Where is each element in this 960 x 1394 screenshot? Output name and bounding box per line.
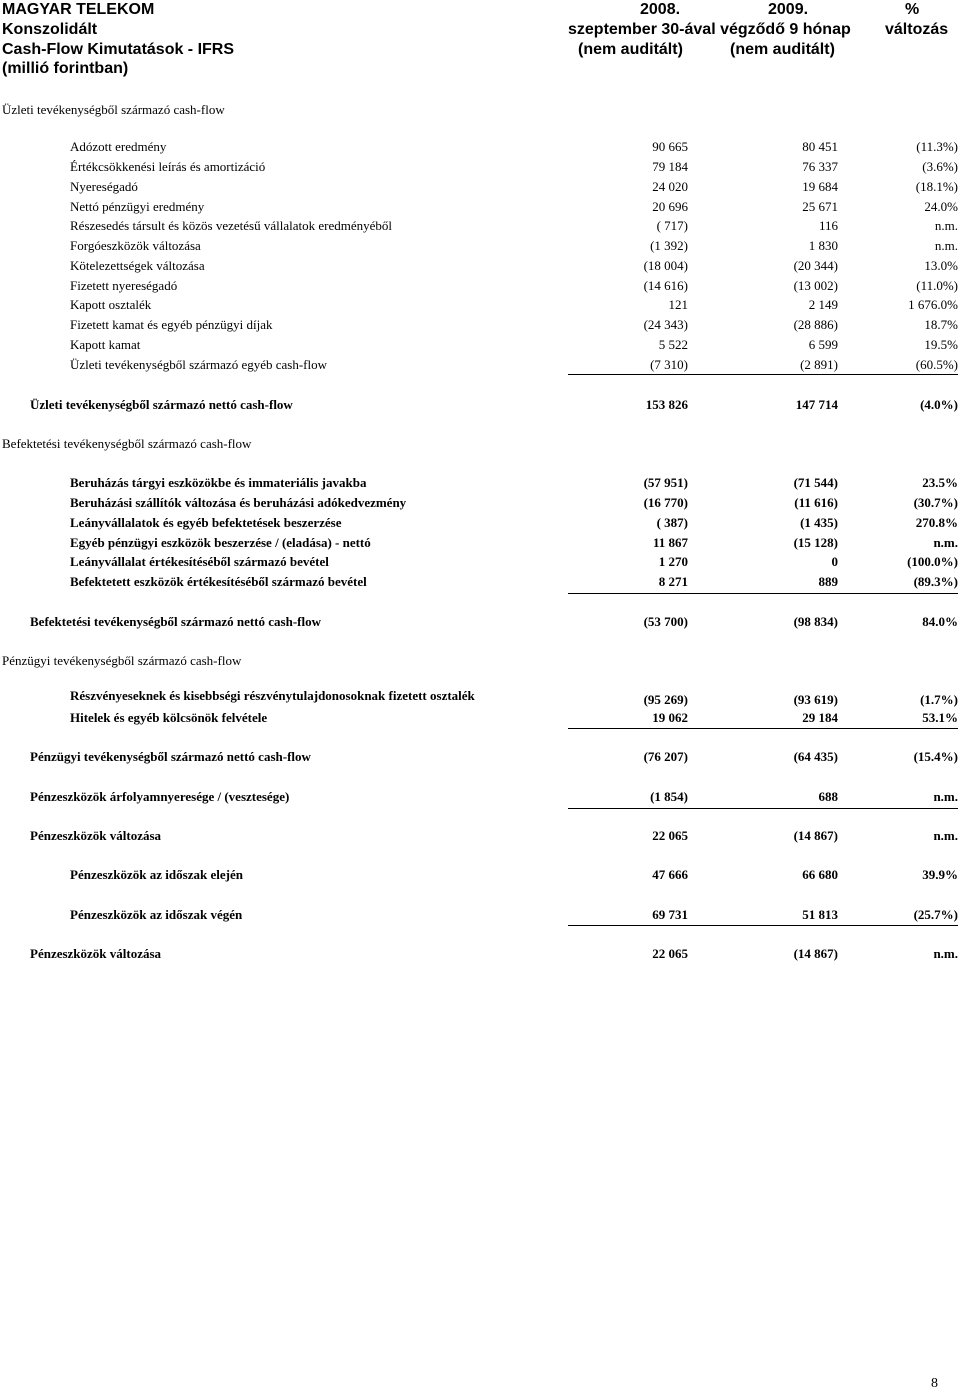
table-row: [0, 178, 960, 196]
row-label: Üzleti tevékenységből származó nettó cash-flow: [30, 397, 293, 412]
table-row: [0, 866, 960, 884]
value-2009: 76 337: [802, 159, 838, 174]
table-row: [0, 709, 960, 727]
section-investing: Befektetési tevékenységből származó cash-flow: [2, 436, 252, 451]
year-2008-header: 2008.: [640, 1, 681, 18]
value-2009: 0: [831, 554, 838, 569]
company-name: MAGYAR TELEKOM: [2, 1, 155, 18]
value-2009: 29 184: [802, 710, 838, 725]
value-2008: (18 004): [643, 258, 688, 273]
table-row: [0, 257, 960, 275]
value-2009: 25 671: [802, 199, 838, 214]
change-value: 1 676.0%: [908, 297, 958, 312]
value-2008: 90 665: [652, 139, 688, 154]
row-label: Beruházási szállítók változása és beruházási adókedvezmény: [70, 495, 407, 510]
statement-type: Konszolidált: [2, 21, 98, 38]
change-value: (60.5%): [915, 357, 958, 372]
percent-header: %: [905, 1, 920, 18]
value-2008: (24 343): [643, 317, 688, 332]
value-2008: 79 184: [652, 159, 688, 174]
value-2008: (1 392): [650, 238, 688, 253]
change-value: (100.0%): [907, 554, 958, 569]
table-row: [0, 573, 960, 591]
value-2009: 688: [818, 789, 838, 804]
change-header: változás: [885, 21, 949, 38]
row-label: Pénzügyi tevékenységből származó nettó cash-flow: [30, 749, 311, 764]
change-value: n.m.: [934, 218, 958, 233]
value-2008: ( 717): [656, 218, 688, 233]
value-2009: (15 128): [793, 535, 838, 550]
subtotal-underline: [568, 593, 958, 594]
value-2009: 80 451: [802, 139, 838, 154]
change-value: (30.7%): [913, 495, 958, 510]
audit-2009-header: (nem auditált): [730, 41, 835, 58]
row-label: Leányvállalat értékesítéséből származó bevétel: [70, 554, 329, 569]
change-value: 23.5%: [922, 475, 958, 490]
value-2008: ( 387): [656, 515, 688, 530]
value-2009: (93 619): [793, 692, 838, 707]
value-2009: 6 599: [808, 337, 838, 352]
value-2009: (64 435): [793, 749, 838, 764]
subtotal-underline: [568, 374, 958, 375]
value-2008: 20 696: [652, 199, 688, 214]
row-label: Pénzeszközök változása: [30, 828, 162, 843]
value-2008: (53 700): [643, 614, 688, 629]
row-label: Hitelek és egyéb kölcsönök felvétele: [70, 710, 268, 725]
change-value: (25.7%): [913, 907, 958, 922]
row-label: Kapott kamat: [70, 337, 141, 352]
change-value: (11.0%): [916, 278, 958, 293]
value-2009: 116: [818, 218, 838, 233]
table-row: [0, 553, 960, 571]
value-2008: 22 065: [652, 828, 688, 843]
change-value: n.m.: [933, 789, 958, 804]
row-label: Pénzeszközök az időszak végén: [70, 907, 243, 922]
change-value: 13.0%: [924, 258, 958, 273]
row-label: Befektetési tevékenységből származó nettó cash-flow: [30, 614, 321, 629]
subtotal-underline: [568, 925, 958, 926]
value-2009: 19 684: [802, 179, 838, 194]
row-label: Fizetett nyereségadó: [70, 278, 178, 293]
table-row: [0, 688, 960, 709]
value-2008: 69 731: [652, 907, 688, 922]
year-2009-header: 2009.: [768, 1, 809, 18]
table-row: [0, 906, 960, 924]
value-2009: 51 813: [802, 907, 838, 922]
value-2009: 147 714: [795, 397, 838, 412]
table-row: [0, 827, 960, 845]
value-2008: 153 826: [645, 397, 688, 412]
table-row: [0, 158, 960, 176]
change-value: 53.1%: [922, 710, 958, 725]
row-label: Üzleti tevékenységből származó egyéb cash-flow: [70, 357, 328, 372]
table-row: [0, 534, 960, 552]
page-number: 8: [931, 1376, 938, 1391]
row-label: Befektetett eszközök értékesítéséből származó bevétel: [70, 574, 367, 589]
row-label: Pénzeszközök az időszak elején: [70, 867, 243, 882]
value-2009: (71 544): [793, 475, 838, 490]
section-operating: Üzleti tevékenységből származó cash-flow: [2, 102, 225, 117]
change-value: 18.7%: [924, 317, 958, 332]
value-2009: (1 435): [800, 515, 838, 530]
value-2009: (14 867): [793, 946, 838, 961]
change-value: n.m.: [933, 828, 958, 843]
table-row: [0, 296, 960, 314]
value-2008: 24 020: [652, 179, 688, 194]
subtotal-underline: [568, 808, 958, 809]
value-2009: 2 149: [808, 297, 838, 312]
value-2008: 11 867: [652, 535, 688, 550]
row-label: Értékcsökkenési leírás és amortizáció: [70, 159, 266, 174]
table-row: [0, 138, 960, 156]
value-2009: (11 616): [794, 495, 838, 510]
value-2008: 121: [668, 297, 688, 312]
table-row: [0, 945, 960, 963]
table-row: [0, 613, 960, 631]
value-2009: 66 680: [802, 867, 838, 882]
unit-label: (millió forintban): [2, 60, 129, 77]
row-label: Leányvállalatok és egyéb befektetések beszerzése: [70, 515, 342, 530]
value-2008: 5 522: [658, 337, 688, 352]
value-2008: 1 270: [658, 554, 688, 569]
row-label: Adózott eredmény: [70, 139, 167, 154]
table-row: [0, 514, 960, 532]
period-header: szeptember 30-ával végződő 9 hónap: [568, 21, 851, 38]
row-label: Részvényeseknek és kisebbségi részvénytulajdonosoknak fizetett osztalék: [70, 688, 475, 703]
row-label: Pénzeszközök árfolyamnyeresége / (vesztesége): [30, 789, 290, 804]
change-value: (4.0%): [920, 397, 958, 412]
row-label: Fizetett kamat és egyéb pénzügyi díjak: [70, 317, 273, 332]
change-value: 84.0%: [922, 614, 958, 629]
change-value: (15.4%): [913, 749, 958, 764]
row-label: Kapott osztalék: [70, 297, 152, 312]
value-2008: 19 062: [652, 710, 688, 725]
section-financing: Pénzügyi tevékenységből származó cash-flow: [2, 653, 242, 668]
change-value: (3.6%): [922, 159, 958, 174]
change-value: (1.7%): [920, 692, 958, 707]
table-row: [0, 748, 960, 766]
audit-2008-header: (nem auditált): [578, 41, 683, 58]
row-label: Nettó pénzügyi eredmény: [70, 199, 205, 214]
change-value: 39.9%: [922, 867, 958, 882]
value-2008: (57 951): [643, 475, 688, 490]
subtotal-underline: [568, 728, 958, 729]
row-label: Beruházás tárgyi eszközökbe és immateriális javakba: [70, 475, 367, 490]
report-title: Cash-Flow Kimutatások - IFRS: [2, 41, 235, 58]
table-row: [0, 336, 960, 354]
value-2009: (14 867): [793, 828, 838, 843]
table-row: [0, 474, 960, 492]
value-2008: (1 854): [650, 789, 688, 804]
value-2009: (98 834): [793, 614, 838, 629]
row-label: Nyereségadó: [70, 179, 138, 194]
change-value: (11.3%): [916, 139, 958, 154]
change-value: n.m.: [933, 946, 958, 961]
value-2008: 22 065: [652, 946, 688, 961]
value-2008: (16 770): [643, 495, 688, 510]
value-2009: (2 891): [800, 357, 838, 372]
table-row: [0, 277, 960, 295]
value-2009: 889: [818, 574, 838, 589]
row-label: Forgóeszközök változása: [70, 238, 201, 253]
value-2008: 8 271: [658, 574, 688, 589]
change-value: (18.1%): [915, 179, 958, 194]
table-row: [0, 356, 960, 374]
row-label: Kötelezettségek változása: [70, 258, 205, 273]
value-2009: (13 002): [793, 278, 838, 293]
change-value: 270.8%: [915, 515, 958, 530]
value-2008: (14 616): [643, 278, 688, 293]
value-2008: (7 310): [650, 357, 688, 372]
value-2008: (76 207): [643, 749, 688, 764]
table-row: [0, 198, 960, 216]
row-label: Pénzeszközök változása: [30, 946, 162, 961]
change-value: (89.3%): [913, 574, 958, 589]
table-row: [0, 237, 960, 255]
value-2008: 47 666: [652, 867, 688, 882]
row-label: Egyéb pénzügyi eszközök beszerzése / (eladása) - nettó: [70, 535, 371, 550]
table-row: [0, 788, 960, 806]
change-value: 24.0%: [924, 199, 958, 214]
table-row: [0, 494, 960, 512]
change-value: n.m.: [933, 535, 958, 550]
value-2009: 1 830: [808, 238, 838, 253]
value-2009: (28 886): [793, 317, 838, 332]
table-row: [0, 396, 960, 414]
change-value: 19.5%: [924, 337, 958, 352]
row-label: Részesedés társult és közös vezetésű vállalatok eredményéből: [70, 218, 392, 233]
table-row: [0, 316, 960, 334]
change-value: n.m.: [934, 238, 958, 253]
table-row: [0, 217, 960, 235]
value-2008: (95 269): [643, 692, 688, 707]
value-2009: (20 344): [793, 258, 838, 273]
